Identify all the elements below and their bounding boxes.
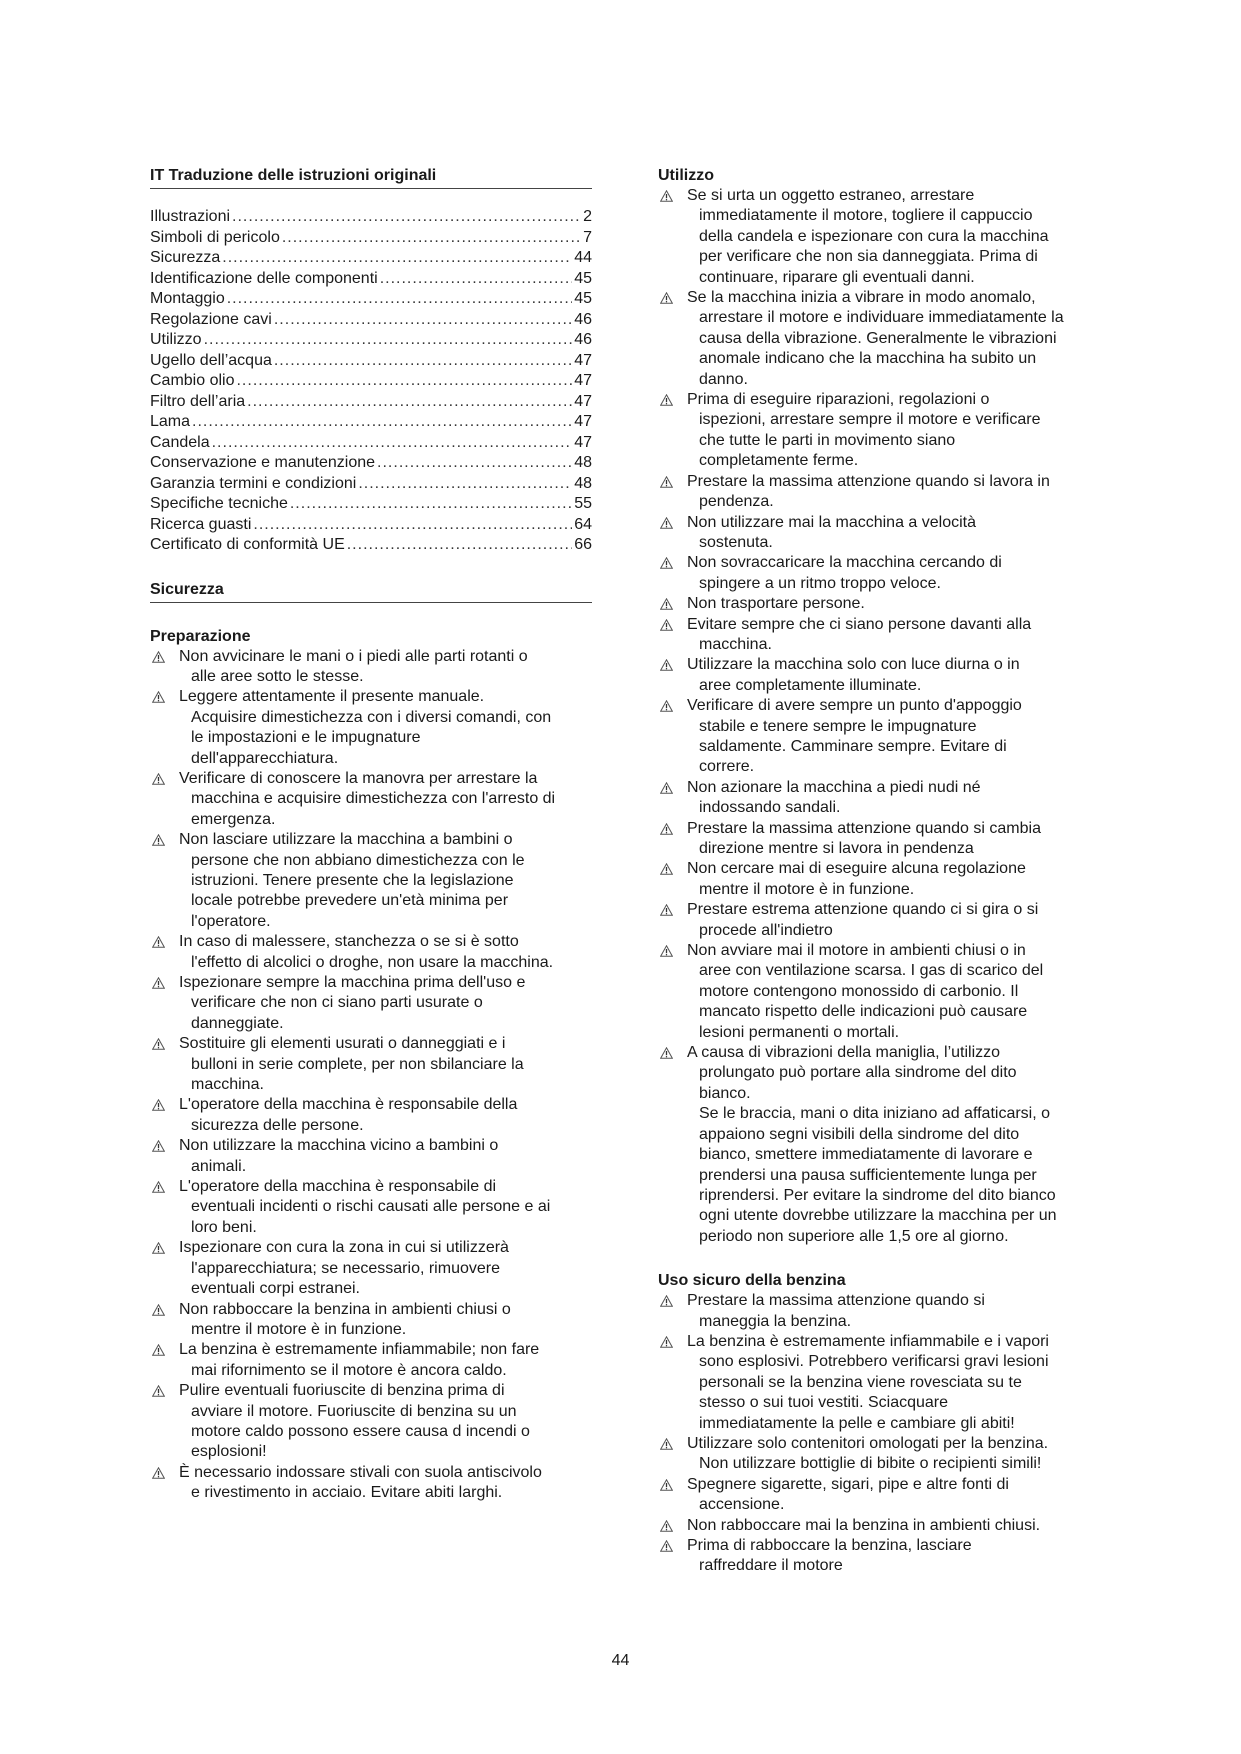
toc-leader-dots (347, 535, 572, 556)
warning-text-line: accensione. (699, 1496, 785, 1514)
warning-text-line: pendenza. (699, 493, 774, 511)
warning-triangle-icon (152, 936, 165, 948)
toc-entry-page: 47 (574, 372, 592, 389)
toc-entry (150, 228, 592, 249)
toc-entry-page: 47 (574, 351, 592, 369)
safety-warning-item (658, 1475, 1100, 1516)
toc-entry (150, 330, 592, 351)
warning-triangle-icon (660, 700, 673, 712)
safety-warning-item (150, 769, 592, 830)
warning-text-line: Non trasportare persone. (687, 595, 865, 613)
warning-text-line: L'operatore della macchina è responsabile della (179, 1096, 518, 1114)
toc-entry-page: 47 (574, 433, 592, 451)
toc-leader-dots (232, 207, 581, 228)
warning-text-line: A causa di vibrazioni della maniglia, l’utilizzo (687, 1044, 1001, 1062)
toc-entry-title: Utilizzo (150, 331, 202, 348)
safety-warning-item (658, 513, 1100, 554)
warning-text-line: esplosioni! (191, 1443, 267, 1461)
warning-text-line: Non lasciare utilizzare la macchina a bambini o (179, 831, 513, 849)
warning-text-line: continuare, riparare gli eventuali danni. (699, 268, 975, 286)
warning-text-line: immediatamente il motore, togliere il cappuccio (699, 207, 1033, 225)
preparazione-heading: Preparazione (150, 627, 251, 645)
warning-text-line: locale potrebbe prevedere un'età minima per (191, 892, 509, 910)
warning-text-line: Prima di eseguire riparazioni, regolazioni o (687, 391, 990, 409)
safety-warning-item (658, 1043, 1100, 1247)
warning-text-line: ogni utente dovrebbe utilizzare la macchina per un (699, 1207, 1057, 1225)
warning-text-line: riprendersi. Per evitare la sindrome del dito bianco (699, 1186, 1056, 1204)
warning-text-line: Ispezionare sempre la macchina prima dell'uso e (179, 974, 526, 991)
warning-text-line: avviare il motore. Fuoriuscite di benzina su un (191, 1402, 517, 1420)
toc-entry-title: Illustrazioni (150, 208, 231, 225)
warning-text-line: Prestare la massima attenzione quando si lavora in (687, 472, 1050, 490)
toc-entry-page: 55 (574, 495, 592, 512)
toc-entry-title: Specifiche tecniche (150, 495, 288, 512)
warning-text-line: sostenuta. (699, 533, 773, 551)
safety-warning-item (658, 1291, 1100, 1332)
warning-text-line: eventuali incidenti o rischi causati alle persone e ai (191, 1198, 551, 1216)
warning-text-line: Prestare la massima attenzione quando si cambia (687, 819, 1041, 837)
toc-entry-page: 47 (574, 392, 592, 410)
safety-warning-item (658, 819, 1100, 860)
warning-triangle-icon (660, 1479, 673, 1491)
toc-leader-dots (282, 228, 581, 249)
warning-text-line: ispezioni, arrestare sempre il motore e verificare (699, 411, 1041, 429)
safety-warning-item (658, 1516, 1100, 1536)
warning-text-line: macchina. (191, 1076, 264, 1094)
warning-text-line: prolungato può portare alla sindrome del dito (699, 1064, 1017, 1082)
warning-triangle-icon (152, 1099, 165, 1111)
safety-warning-item (150, 1238, 592, 1299)
safety-warning-item (150, 1381, 592, 1463)
warning-text-line: periodo non superiore alle 1,5 ore al giorno. (699, 1227, 1009, 1245)
warning-triangle-icon (152, 977, 165, 989)
warning-text-line: immediatamente la pelle e cambiare gli abiti! (699, 1414, 1015, 1432)
warning-text-line: maneggia la benzina. (699, 1312, 852, 1330)
warning-text-line: macchina e acquisire dimestichezza con l'arresto di (191, 790, 556, 808)
warning-text-line: le impostazioni e le impugnature (191, 729, 421, 747)
toc-entry-page: 7 (583, 228, 592, 246)
warning-text-line: Utilizzare solo contenitori omologati per la benzina. (687, 1434, 1049, 1452)
warning-triangle-icon (152, 691, 165, 703)
warning-text-line: della candela e ispezionare con cura la macchina (699, 227, 1049, 245)
warning-text-line: Non rabboccare mai la benzina in ambienti chiusi. (687, 1516, 1041, 1534)
warning-triangle-icon (660, 863, 673, 875)
toc-leader-dots (192, 412, 572, 433)
safety-warning-item (658, 1332, 1100, 1434)
warning-text-line: procede all'indietro (699, 921, 833, 939)
toc-leader-dots (247, 392, 572, 413)
warning-text-line: Verificare di avere sempre un punto d'appoggio (687, 697, 1022, 715)
warning-triangle-icon (152, 834, 165, 846)
warning-triangle-icon (660, 598, 673, 610)
warning-triangle-icon (660, 1540, 673, 1552)
left-column (150, 166, 592, 1504)
warning-triangle-icon (660, 904, 673, 916)
toc-entry (150, 351, 592, 372)
toc-entry (150, 433, 592, 454)
warning-triangle-icon (660, 1336, 673, 1348)
safety-warning-item (150, 1177, 592, 1238)
toc-leader-dots (274, 310, 572, 331)
warning-text-line: sono esplosivi. Potrebbero verificarsi gravi lesioni (699, 1353, 1049, 1371)
safety-warning-item (150, 1300, 592, 1341)
toc-entry-title: Lama (150, 413, 191, 430)
warning-triangle-icon (152, 1140, 165, 1152)
warning-triangle-icon (152, 1181, 165, 1193)
warning-text-line: Pulire eventuali fuoriuscite di benzina prima di (179, 1382, 505, 1400)
warning-triangle-icon (152, 1385, 165, 1397)
toc-leader-dots (253, 515, 572, 536)
warning-text-line: In caso di malessere, stanchezza o se si è sotto (179, 933, 519, 951)
warning-text-line: Se si urta un oggetto estraneo, arrestare (687, 187, 975, 204)
warning-text-line: La benzina è estremamente infiammabile; non fare (179, 1341, 540, 1359)
toc-entry-title: Conservazione e manutenzione (150, 454, 376, 471)
warning-text-line: istruzioni. Tenere presente che la legislazione (191, 871, 514, 889)
safety-warning-item (150, 1340, 592, 1381)
warning-text-line: l'operatore. (191, 912, 271, 930)
warning-text-line: bianco, smettere immediatamente di lavorare e (699, 1146, 1033, 1164)
warning-text-line: Sostituire gli elementi usurati o danneggiati e i (179, 1035, 506, 1053)
warning-triangle-icon (660, 619, 673, 631)
warning-text-line: completamente ferme. (699, 452, 859, 470)
warning-text-line: motore contengono monossido di carbonio. Il (699, 982, 1019, 1000)
warning-text-line: Leggere attentamente il presente manuale. (179, 688, 485, 706)
warning-text-line: Prestare la massima attenzione quando si (687, 1292, 985, 1310)
toc-entry-title: Simboli di pericolo (150, 228, 280, 246)
warning-triangle-icon (660, 1520, 673, 1532)
toc-entry-title: Certificato di conformità UE (150, 536, 345, 553)
warning-text-line: È necessario indossare stivali con suola antiscivolo (179, 1463, 542, 1481)
safety-warning-item (150, 1034, 592, 1095)
warning-triangle-icon (152, 773, 165, 785)
warning-text-line: sicurezza delle persone. (191, 1116, 364, 1134)
toc-entry-page: 45 (574, 269, 592, 287)
warning-text-line: correre. (699, 758, 755, 776)
safety-warning-item (150, 973, 592, 1034)
warning-text-line: Non sovraccaricare la macchina cercando di (687, 554, 1002, 572)
toc-entry (150, 207, 592, 228)
warning-text-line: eventuali corpi estranei. (191, 1280, 360, 1298)
warning-text-line: persone che non abbiano dimestichezza con le (191, 851, 525, 869)
warning-text-line: loro beni. (191, 1218, 257, 1236)
toc-entry (150, 289, 592, 310)
warning-triangle-icon (152, 1344, 165, 1356)
toc-entry (150, 515, 592, 536)
safety-warning-item (658, 186, 1100, 288)
toc-entry (150, 474, 592, 495)
toc-entry-page: 66 (574, 536, 592, 553)
warning-text-line: Prestare estrema attenzione quando ci si gira o si (687, 901, 1039, 919)
toc-entry (150, 392, 592, 413)
warning-text-line: La benzina è estremamente infiammabile e i vapori (687, 1332, 1049, 1350)
warning-triangle-icon (660, 1438, 673, 1450)
warning-text-line: mentre il motore è in funzione. (699, 880, 915, 898)
toc-entry (150, 535, 592, 556)
toc-entry (150, 269, 592, 290)
safety-warning-item (150, 932, 592, 973)
toc-entry-page: 48 (574, 454, 592, 471)
toc-leader-dots (227, 289, 572, 310)
toc-entry-title: Candela (150, 433, 210, 451)
warning-text-line: motore caldo possono essere causa d incendi o (191, 1422, 530, 1440)
warning-triangle-icon (660, 517, 673, 529)
toc-entry-page: 64 (574, 515, 592, 533)
warning-text-line: e rivestimento in acciaio. Evitare abiti larghi. (191, 1484, 503, 1502)
warning-triangle-icon (660, 292, 673, 304)
warning-text-line: macchina. (699, 635, 772, 653)
toc-leader-dots (274, 351, 572, 372)
warning-text-line: stabile e tenere sempre le impugnature (699, 717, 977, 735)
toc-leader-dots (380, 269, 573, 290)
toc-entry (150, 248, 592, 269)
warning-triangle-icon (152, 1304, 165, 1316)
toc-entry-page: 2 (583, 208, 592, 225)
preparazione-list (150, 647, 592, 1504)
page-number: 44 (611, 1652, 630, 1669)
safety-warning-item (150, 830, 592, 932)
toc-entry-page: 47 (574, 413, 592, 430)
toc-leader-dots (358, 474, 572, 495)
warning-triangle-icon (660, 823, 673, 835)
warning-text-line: Ispezionare con cura la zona in cui si utilizzerà (179, 1239, 509, 1257)
toc-leader-dots (222, 248, 572, 269)
warning-text-line: Prima di rabboccare la benzina, lasciare (687, 1537, 972, 1554)
safety-warning-item (658, 696, 1100, 778)
safety-warning-item (658, 900, 1100, 941)
toc-entry (150, 494, 592, 515)
warning-text-line: Verificare di conoscere la manovra per arrestare la (179, 769, 538, 787)
warning-text-line: Non utilizzare la macchina vicino a bambini o (179, 1137, 499, 1155)
toc-entry-page: 46 (574, 331, 592, 348)
warning-text-line: raffreddare il motore (699, 1557, 843, 1575)
warning-text-line: spingere a un ritmo troppo veloce. (699, 574, 941, 592)
warning-text-line: mancato rispetto delle indicazioni può causare (699, 1003, 1028, 1021)
table-of-contents (150, 207, 592, 556)
warning-text-line: emergenza. (191, 810, 276, 828)
warning-triangle-icon (660, 394, 673, 406)
warning-text-line: prendersi una pausa sufficientemente lunga per (699, 1166, 1037, 1184)
safety-warning-item (658, 1536, 1100, 1577)
warning-text-line: mai rifornimento se il motore è ancora caldo. (191, 1361, 507, 1379)
toc-leader-dots (204, 330, 573, 351)
warning-text-line: direzione mentre si lavora in pendenza (699, 840, 974, 857)
safety-warning-item (658, 390, 1100, 472)
toc-leader-dots (290, 494, 572, 515)
warning-text-line: animali. (191, 1157, 247, 1175)
benzina-heading: Uso sicuro della benzina (658, 1272, 846, 1290)
warning-triangle-icon (660, 782, 673, 794)
warning-text-line: Non rabboccare la benzina in ambienti chiusi o (179, 1300, 511, 1318)
warning-text-line: Non cercare mai di eseguire alcuna regolazione (687, 860, 1026, 878)
warning-text-line: Non azionare la macchina a piedi nudi né (687, 778, 981, 796)
warning-triangle-icon (660, 659, 673, 671)
warning-text-line: saldamente. Camminare sempre. Evitare di (699, 737, 1007, 755)
warning-text-line: aree completamente illuminate. (699, 676, 922, 694)
toc-entry-title: Sicurezza (150, 249, 221, 266)
toc-entry-title: Montaggio (150, 290, 225, 307)
warning-text-line: Acquisire dimestichezza con i diversi comandi, con (191, 708, 552, 726)
safety-warning-item (658, 655, 1100, 696)
warning-text-line: per verificare che non sia danneggiata. Prima di (699, 248, 1038, 266)
warning-triangle-icon (152, 1038, 165, 1050)
safety-warning-item (658, 472, 1100, 513)
warning-text-line: Evitare sempre che ci siano persone davanti alla (687, 615, 1032, 633)
warning-text-line: personali se la benzina viene rovesciata su te (699, 1373, 1022, 1391)
safety-warning-item (658, 859, 1100, 900)
warning-text-line: Utilizzare la macchina solo con luce diurna o in (687, 656, 1020, 674)
benzina-list (658, 1291, 1100, 1577)
toc-entry-title: Cambio olio (150, 372, 235, 389)
safety-warning-item (150, 647, 592, 688)
toc-entry-page: 45 (574, 290, 592, 307)
toc-leader-dots (212, 433, 573, 454)
warning-text-line: aree con ventilazione scarsa. I gas di scarico del (699, 962, 1044, 980)
toc-entry (150, 310, 592, 331)
warning-text-line: l'effetto di alcolici o droghe, non usare la macchina. (191, 953, 554, 971)
warning-text-line: L'operatore della macchina è responsabile di (179, 1178, 497, 1196)
safety-warning-item (150, 1463, 592, 1504)
safety-warning-item (658, 615, 1100, 656)
warning-triangle-icon (152, 1467, 165, 1479)
warning-text-line: Non avviare mai il motore in ambienti chiusi o in (687, 942, 1026, 960)
warning-text-line: causa della vibrazione. Generalmente le vibrazioni (699, 329, 1057, 347)
toc-entry-page: 46 (574, 310, 592, 328)
warning-triangle-icon (660, 557, 673, 569)
sicurezza-heading: Sicurezza (150, 580, 592, 603)
safety-warning-item (658, 288, 1100, 390)
warning-text-line: anomale indicano che la macchina ha subito un (699, 350, 1037, 368)
warning-text-line: lesioni permanenti o mortali. (699, 1023, 900, 1041)
toc-entry-page: 44 (574, 249, 592, 266)
toc-entry-title: Regolazione cavi (150, 310, 272, 328)
utilizzo-heading: Utilizzo (658, 167, 714, 184)
toc-leader-dots (236, 371, 572, 392)
toc-entry-page: 48 (574, 474, 592, 492)
warning-text-line: Non avvicinare le mani o i piedi alle parti rotanti o (179, 647, 528, 665)
warning-text-line: Non utilizzare mai la macchina a velocità (687, 513, 977, 531)
toc-entry-title: Ugello dell’acqua (150, 351, 272, 369)
warning-text-line: Se la macchina inizia a vibrare in modo anomalo, (687, 289, 1036, 307)
toc-entry (150, 371, 592, 392)
toc-entry-title: Identificazione delle componenti (150, 269, 378, 287)
warning-triangle-icon (660, 190, 673, 202)
safety-warning-item (658, 778, 1100, 819)
toc-leader-dots (377, 453, 572, 474)
safety-warning-item (150, 1095, 592, 1136)
warning-text-line: mentre il motore è in funzione. (191, 1320, 407, 1338)
warning-text-line: dell'apparecchiatura. (191, 749, 339, 767)
safety-warning-item (658, 1434, 1100, 1475)
warning-triangle-icon (152, 1242, 165, 1254)
warning-text-line: danno. (699, 370, 748, 388)
toc-entry (150, 412, 592, 433)
utilizzo-list (658, 186, 1100, 1247)
warning-text-line: Spegnere sigarette, sigari, pipe e altre fonti di (687, 1475, 1009, 1493)
warning-text-line: arrestare il motore e individuare immediatamente la (699, 309, 1064, 327)
warning-text-line: danneggiate. (191, 1014, 284, 1032)
safety-warning-item (150, 1136, 592, 1177)
toc-entry-title: Garanzia termini e condizioni (150, 474, 357, 492)
warning-triangle-icon (660, 476, 673, 488)
safety-warning-item (658, 553, 1100, 594)
right-column (658, 166, 1100, 1577)
warning-text-line: Se le braccia, mani o dita iniziano ad affaticarsi, o (699, 1105, 1051, 1123)
warning-triangle-icon (660, 945, 673, 957)
warning-text-line: che tutte le parti in movimento siano (699, 431, 956, 449)
warning-text-line: alle aree sotto le stesse. (191, 667, 364, 685)
safety-warning-item (658, 594, 1100, 614)
warning-triangle-icon (660, 1047, 673, 1059)
warning-text-line: bianco. (699, 1084, 751, 1102)
toc-entry-title: Ricerca guasti (150, 515, 252, 533)
warning-text-line: Non utilizzare bottiglie di bibite o recipienti simili! (699, 1455, 1042, 1473)
toc-entry (150, 453, 592, 474)
warning-text-line: indossando sandali. (699, 799, 841, 817)
toc-heading: IT Traduzione delle istruzioni originali (150, 166, 592, 189)
warning-triangle-icon (660, 1295, 673, 1307)
warning-text-line: stesso o sui tuoi vestiti. Sciacquare (699, 1394, 949, 1412)
toc-entry-title: Filtro dell’aria (150, 392, 246, 410)
warning-triangle-icon (152, 651, 165, 663)
warning-text-line: bulloni in serie complete, per non sbilanciare la (191, 1055, 524, 1073)
warning-text-line: l'apparecchiatura; se necessario, rimuovere (191, 1259, 500, 1277)
warning-text-line: appaiono segni visibili della sindrome del dito (699, 1125, 1020, 1143)
warning-text-line: verificare che non ci siano parti usurate o (191, 994, 483, 1012)
safety-warning-item (658, 941, 1100, 1043)
safety-warning-item (150, 687, 592, 769)
